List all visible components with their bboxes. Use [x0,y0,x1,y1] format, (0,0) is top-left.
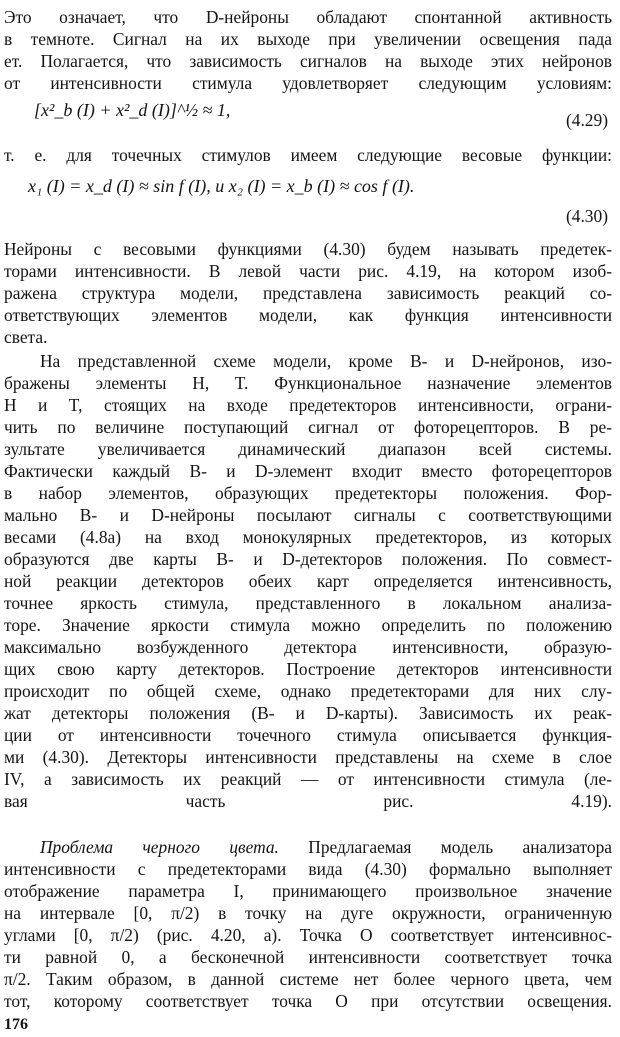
text-line: жат детекторы положения (B- и D-карты). Зависимость их реак- [4,703,612,723]
text-line: интенсивности с предетекторами вида (4.30) формально выполняет [4,859,612,879]
text-line: торами интенсивности. В левой части рис. 4.19, на котором изоб- [4,261,612,281]
text-line: IV, а зависимость их реакций — от интенсивности стимула (ле- [4,769,612,789]
text-line: весами (4.8а) на вход монокулярных предетекторов, из которых [4,527,612,547]
text-line: от интенсивности стимула удовлетворяет следующим условиям: [4,73,612,93]
text-line: вая часть рис. 4.19). [4,791,612,811]
text-line: На представленной схеме модели, кроме B- и D-нейронов, изо- [40,351,612,371]
text-line: в темноте. Сигнал на их выходе при увеличении освещения пада [4,29,612,49]
equation-number: (4.29) [565,110,608,130]
text-line: отображение параметра I, принимающего произвольное значение [4,881,612,901]
text-line: мально B- и D-нейроны посылают сигналы с соответствующими [4,505,612,525]
text-line: ответствующих элементов модели, как функция интенсивности [4,305,612,325]
text-line: зультате увеличивается динамический диапазон всей системы. [4,439,612,459]
text-line: Проблема черного цвета. Предлагаемая модель анализатора [40,837,612,857]
text-line: света. [4,327,48,347]
text-line: на интервале [0, π/2) в точку на дуге окружности, ограниченную [4,903,612,923]
text-line: Фактически каждый B- и D-элемент входит вместо фоторецепторов [4,461,612,481]
text-line: торе. Значение яркости стимула можно определить по положению [4,615,612,635]
text-line: ет. Полагается, что зависимость сигналов на выходе этих нейронов [4,51,612,71]
text-line: ти равной 0, а бесконечной интенсивности соответствует точка [4,947,612,967]
text-line: бражены элементы H, T. Функциональное назначение элементов [4,373,612,393]
text-line: в набор элементов, образующих предетекторы положения. Фор- [4,483,612,503]
text-line: образуются две карты B- и D-детекторов положения. По совмест- [4,549,612,569]
text-line: ции от интенсивности точечного стимула описывается функция- [4,725,612,745]
text-line: тот, которому соответствует точка O при отсутствии освещения. [4,991,612,1011]
text-line: ми (4.30). Детекторы интенсивности представлены на схеме в слое [4,747,612,767]
text-line: точнее яркость стимула, представленного в локальном анализа- [4,593,612,613]
text-line: Это означает, что D-нейроны обладают спонтанной активность [4,7,612,27]
text-line: H и T, стоящих на входе предетекторов интенсивности, ограни- [4,395,612,415]
equation-number: (4.30) [565,206,608,226]
text-line: ной реакции детекторов обеих карт определяется интенсивность, [4,571,612,591]
text-line: щих свою карту детекторов. Построение детекторов интенсивности [4,659,612,679]
formula-4-29: [x²_b (I) + x²_d (I)]^½ ≈ 1, [34,100,231,120]
text-line: Нейроны с весовыми функциями (4.30) будем называть предетек- [4,239,612,259]
page-number: 176 [4,1016,28,1033]
text-line: π/2. Таким образом, в данной системе нет более черного цвета, чем [4,969,612,989]
text-line: углами [0, π/2) (рис. 4.20, а). Точка O соответствует интенсивнос- [4,925,612,945]
text-line: происходит по общей схеме, однако предетекторами для них слу- [4,681,612,701]
text-line: ражена структура модели, представлена зависимость реакций со- [4,283,612,303]
formula-4-30: x₁ (I) = x_d (I) ≈ sin f (I), и x₂ (I) = x_b (I) ≈ cos f (I). [28,176,415,196]
italic-term: Проблема черного цвета. [40,837,279,857]
text-line: чить по величине поступающий сигнал от фоторецепторов. В ре- [4,417,612,437]
text-line: т. е. для точечных стимулов имеем следующие весовые функции: [4,145,612,165]
text-line: максимально возбужденного детектора интенсивности, образую- [4,637,612,657]
